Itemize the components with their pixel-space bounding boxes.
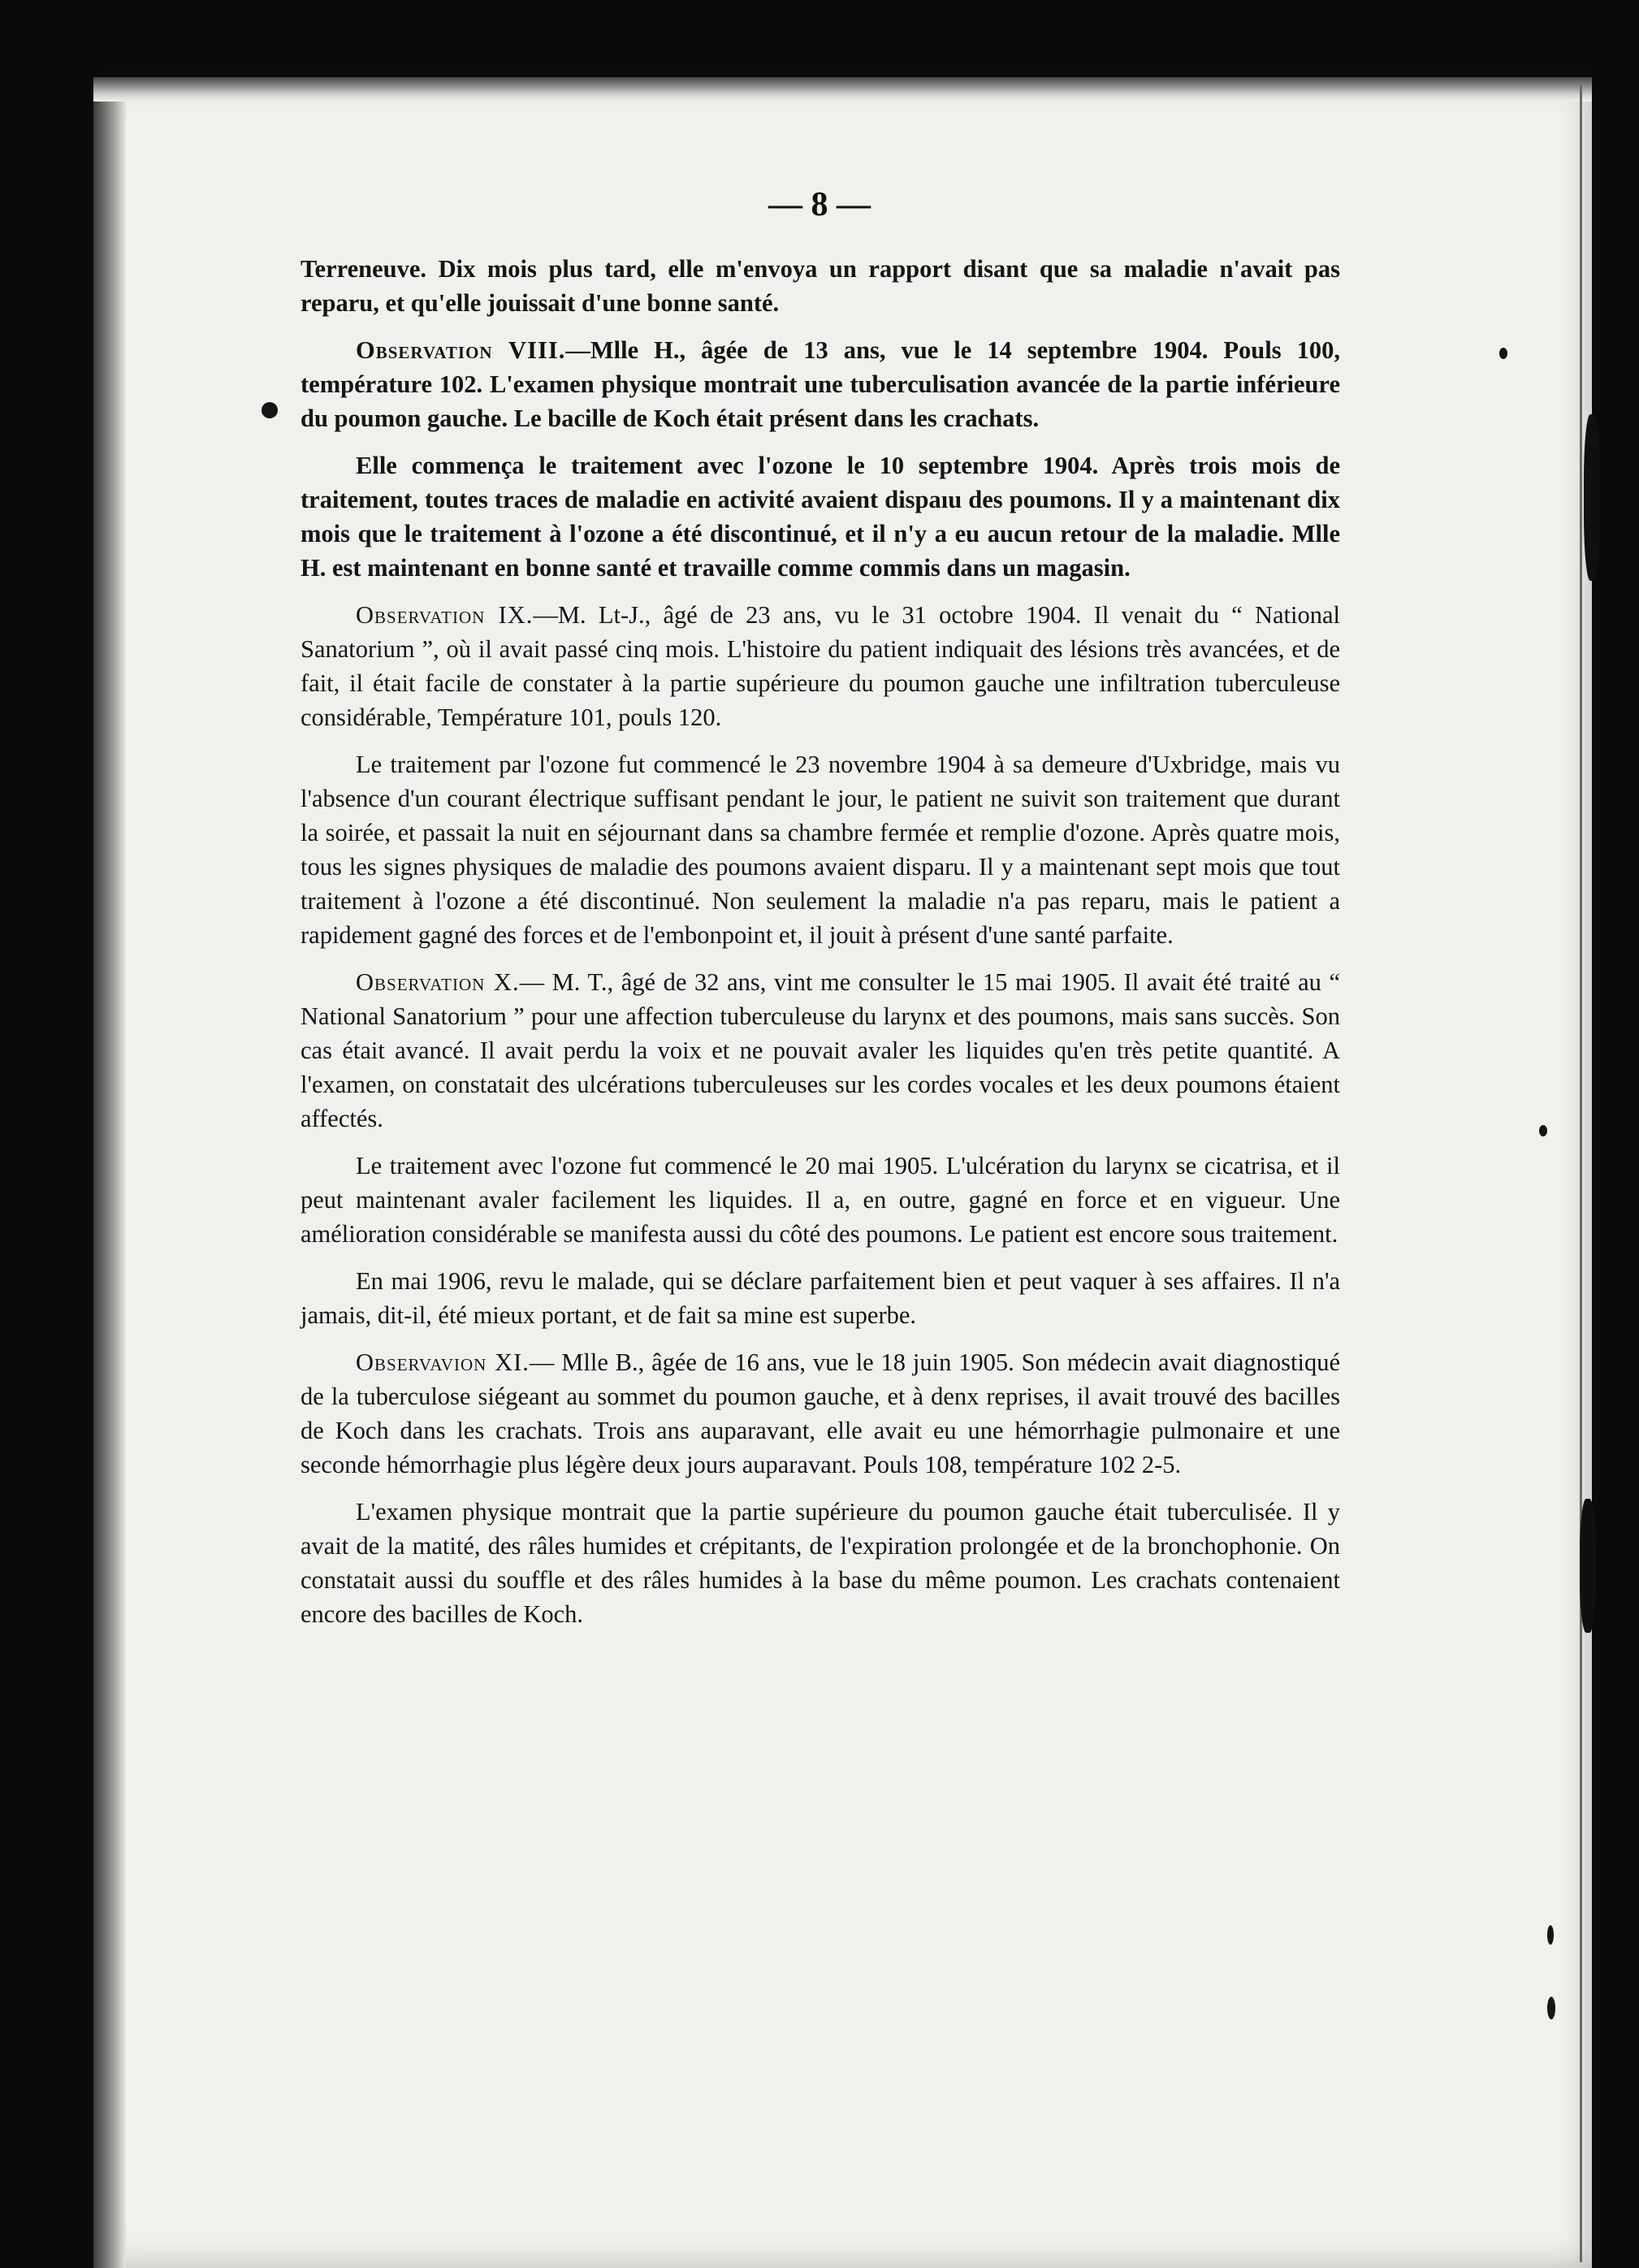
paragraph [301, 333, 1340, 448]
observation-heading: Observavion XI. [356, 1348, 530, 1376]
paragraph [301, 1149, 1340, 1264]
paragraph [301, 747, 1340, 965]
paragraph-text: Le traitement par l'ozone fut commencé le 23 novembre 1904 à sa demeure d'Uxbridge, mais vu l'absence d'un courant électrique suffisant pendant le jour, le patient ne suivit son traitement que durant la soirée, et passait la nuit en séjournant dans sa chambre fermée et remplie d'ozone. Après quatre mois, tous les signes physiques de maladie des poumons avaient disparu. Il y a maintenant sept mois que tout traitement à l'ozone a été discontinué. Non seulement la maladie n'a pas reparu, mais le patient a rapidement gagné des forces et de l'embonpoint et, il jouit à présent d'une santé parfaite. [301, 751, 1340, 949]
observation-heading: Observation X. [356, 968, 520, 996]
scan-speck [1547, 1997, 1555, 2019]
paragraph [301, 965, 1340, 1149]
paragraph-text: —Mlle H., âgée de 13 ans, vue le 14 septembre 1904. Pouls 100, température 102. L'examen physique montrait une tuberculisation avancée de la partie inférieure du poumon gauche. Le bacille de Koch était présent dans les crachats. [301, 336, 1341, 432]
paragraph-text: En mai 1906, revu le malade, qui se déclare parfaitement bien et peut vaquer à ses affaires. Il n'a jamais, dit-il, été mieux portant, et de fait sa mine est superbe. [301, 1267, 1340, 1329]
page-fold-line [1580, 85, 1582, 2262]
observation-heading: Observation VIII. [356, 336, 566, 364]
paragraph-text: — M. T., âgé de 32 ans, vint me consulter le 15 mai 1905. Il avait été traité au “ National Sanatorium ” pour une affection tuberculeuse du larynx et des poumons, mais sans succès. Son cas était avancé. Il avait perdu la voix et ne pouvait avaler les liquides qu'en très petite quantité. A l'examen, on constatait des ulcérations tuberculeuses sur les cordes vocales et les deux poumons étaient affectés. [301, 968, 1341, 1132]
paragraph-text: Le traitement avec l'ozone fut commencé le 20 mai 1905. L'ulcération du larynx se cicatrisa, et il peut maintenant avaler facilement les liquides. Il a, en outre, gagné en force et en vigueur. Une amélioration considérable se manifesta aussi du côté des poumons. Le patient est encore sous traitement. [301, 1152, 1340, 1248]
scan-speck [1539, 1125, 1547, 1136]
paragraph [301, 1495, 1340, 1644]
paragraph [301, 598, 1340, 747]
page-top-edge [93, 77, 1592, 102]
paragraph-text: Elle commença le traitement avec l'ozone le 10 septembre 1904. Après trois mois de traitement, toutes traces de maladie en activité avaient dispaıu des poumons. Il y a maintenant dix mois que le traitement à l'ozone a été discontinué, et il n'y a eu aucun retour de la maladie. Mlle H. est maintenant en bonne santé et travaille comme commis dans un magasin. [301, 452, 1340, 582]
body-text [301, 252, 1340, 1644]
scan-speck [1547, 1925, 1554, 1945]
paragraph-text: Terreneuve. Dix mois plus tard, elle m'envoya un rapport disant que sa maladie n'avait pas reparu, et qu'elle jouissait d'une bonne santé. [301, 255, 1340, 317]
paragraph-text: — Mlle B., âgée de 16 ans, vue le 18 juin 1905. Son médecin avait diagnostiqué de la tuberculose siégeant au sommet du poumon gauche, et à denx reprises, il avait trouvé des bacilles de Koch dans les crachats. Trois ans auparavant, elle avait eu une hémorrhagie pulmonaire et une seconde hémorrhagie plus légère deux jours auparavant. Pouls 108, température 102 2-5. [301, 1348, 1340, 1478]
paragraph [301, 1345, 1340, 1495]
paragraph-text: —M. Lt-J., âgé de 23 ans, vu le 31 octobre 1904. Il venait du “ National Sanatorium ”, où il avait passé cinq mois. L'histoire du patient indiquait des lésions très avancées, et de fait, il était facile de constater à la partie supérieure du poumon gauche une infiltration tuberculeuse considérable, Température 101, pouls 120. [301, 601, 1340, 731]
paragraph [301, 252, 1340, 333]
scan-blot [1580, 1499, 1596, 1633]
observation-heading: Observation IX. [356, 601, 534, 629]
paragraph-text: L'examen physique montrait que la partie supérieure du poumon gauche était tuberculisée. Il y avait de la matité, des râles humides et crépitants, de l'expiration prolongée et de la bronchophonie. On constatait aussi du souffle et des râles humides à la base du même poumon. Les crachats contenaient encore des bacilles de Koch. [301, 1498, 1340, 1628]
scan-speck [262, 402, 278, 418]
paragraph [301, 1264, 1340, 1345]
scan-blot [1584, 414, 1600, 581]
scan-speck [1499, 348, 1507, 359]
page-number: — 8 — [768, 186, 871, 223]
page-left-edge [93, 77, 126, 2268]
paragraph [301, 448, 1340, 598]
